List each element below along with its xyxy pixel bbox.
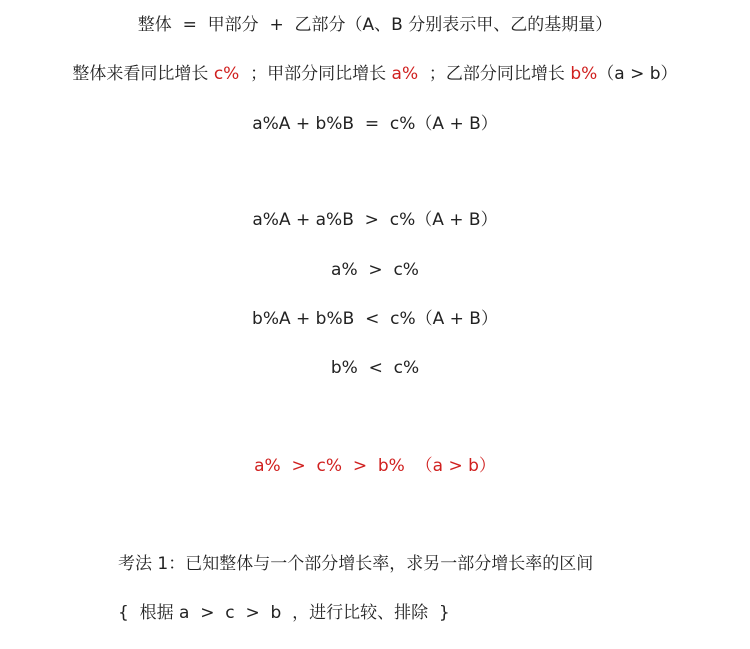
inequality-b-result: b% < c% bbox=[330, 358, 420, 378]
method-title: 考法 1：已知整体与一个部分增长率，求另一部分增长率的区间 bbox=[118, 554, 594, 574]
definition-line: 整体 = 甲部分 + 乙部分（A、B 分别表示甲、乙的基期量） bbox=[137, 15, 613, 35]
b-percent-highlight: b% bbox=[570, 64, 598, 84]
a-percent-highlight: a% bbox=[391, 64, 419, 84]
method-note: { 根据 a > c > b ，进行比较、排除 } bbox=[118, 603, 450, 623]
growth-text-3: ；乙部分同比增长 bbox=[418, 64, 571, 84]
inequality-a-result: a% > c% bbox=[331, 260, 419, 280]
inequality-a: a%A + a%B > c%（A + B） bbox=[252, 210, 498, 230]
conclusion-line: a% > c% > b% （a > b） bbox=[254, 456, 496, 476]
c-percent-highlight: c% bbox=[213, 64, 240, 84]
growth-text-4: （a > b） bbox=[597, 64, 678, 84]
growth-text-2: ；甲部分同比增长 bbox=[239, 64, 392, 84]
growth-text-1: 整体来看同比增长 bbox=[72, 64, 214, 84]
inequality-b: b%A + b%B < c%（A + B） bbox=[252, 309, 498, 329]
weighted-equation: a%A + b%B = c%（A + B） bbox=[252, 114, 498, 134]
growth-line bbox=[0, 62, 750, 86]
